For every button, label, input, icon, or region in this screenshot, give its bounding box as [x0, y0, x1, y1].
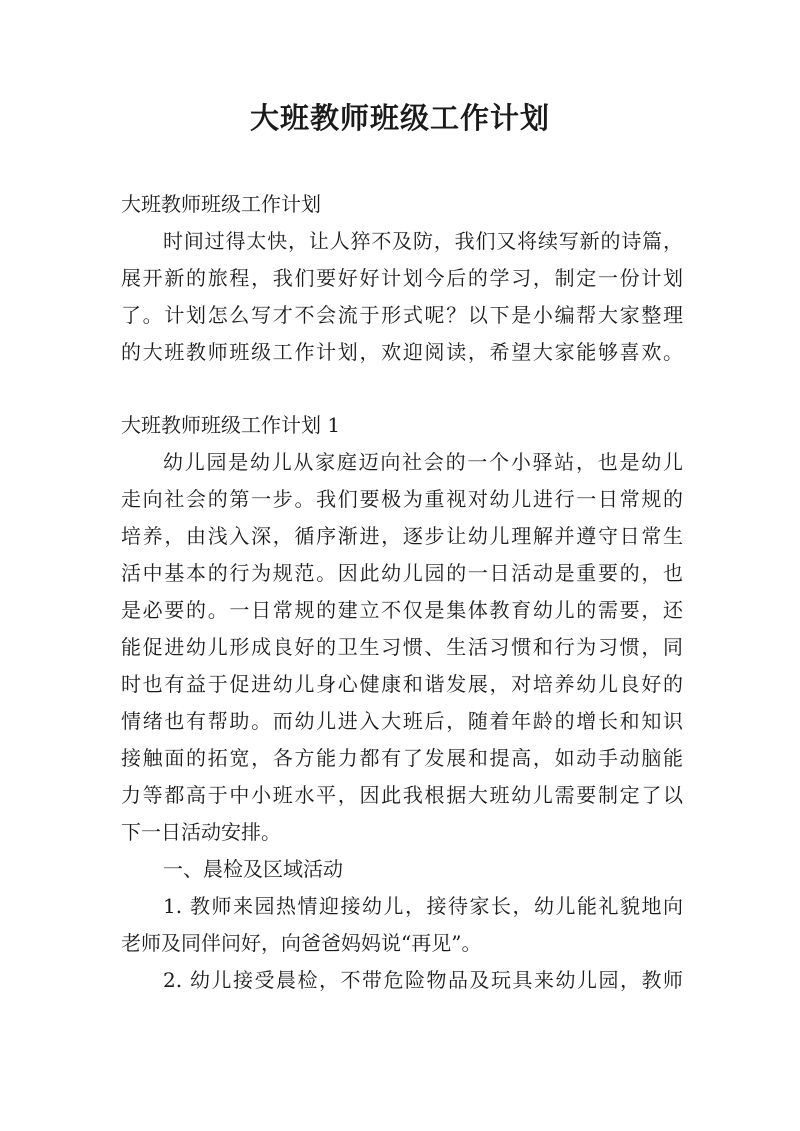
list-item-line: 2. 幼儿接受晨检，不带危险物品及玩具来幼儿园，教师 [163, 968, 683, 992]
paragraph-spacer [121, 371, 683, 407]
section-paragraph-line: 接触面的拓宽，各方能力都有了发展和提高，如动手动脑能 [121, 746, 683, 770]
document-body [121, 186, 683, 999]
intro-heading: 大班教师班级工作计划 [121, 192, 321, 216]
section-paragraph-line: 幼儿园是幼儿从家庭迈向社会的一个小驿站，也是幼儿 [163, 450, 683, 474]
list-item-line: 老师及同伴问好，向爸爸妈妈说“再见”。 [121, 931, 482, 955]
section-paragraph-line: 是必要的。一日常规的建立不仅是集体教育幼儿的需要，还 [121, 598, 683, 622]
document-title: 大班教师班级工作计划 [249, 101, 550, 135]
section-paragraph-line: 活中基本的行为规范。因此幼儿园的一日活动是重要的，也 [121, 561, 683, 585]
subsection-heading: 一、晨检及区域活动 [163, 857, 343, 881]
section-paragraph-line: 情绪也有帮助。而幼儿进入大班后，随着年龄的增长和知识 [121, 709, 683, 733]
section-paragraph-line: 培养，由浅入深，循序渐进，逐步让幼儿理解并遵守日常生 [121, 524, 683, 548]
list-item-line: 1. 教师来园热情迎接幼儿，接待家长，幼儿能礼貌地向 [163, 894, 683, 918]
section-paragraph-line: 力等都高于中小班水平，因此我根据大班幼儿需要制定了以 [121, 783, 683, 807]
intro-paragraph-line: 的大班教师班级工作计划，欢迎阅读，希望大家能够喜欢。 [121, 340, 683, 364]
section-paragraph-line: 能促进幼儿形成良好的卫生习惯、生活习惯和行为习惯，同 [121, 635, 683, 659]
intro-paragraph-line: 时间过得太快，让人猝不及防，我们又将续写新的诗篇， [163, 229, 683, 253]
section-paragraph-line: 走向社会的第一步。我们要极为重视对幼儿进行一日常规的 [121, 487, 683, 511]
section-paragraph-line: 时也有益于促进幼儿身心健康和谐发展，对培养幼儿良好的 [121, 672, 683, 696]
section-paragraph-line: 下一日活动安排。 [121, 820, 281, 844]
intro-paragraph-line: 展开新的旅程，我们要好好计划今后的学习，制定一份计划 [121, 266, 683, 290]
intro-paragraph-line: 了。计划怎么写才不会流于形式呢？以下是小编帮大家整理 [121, 303, 683, 327]
section-heading: 大班教师班级工作计划 1 [121, 413, 341, 437]
